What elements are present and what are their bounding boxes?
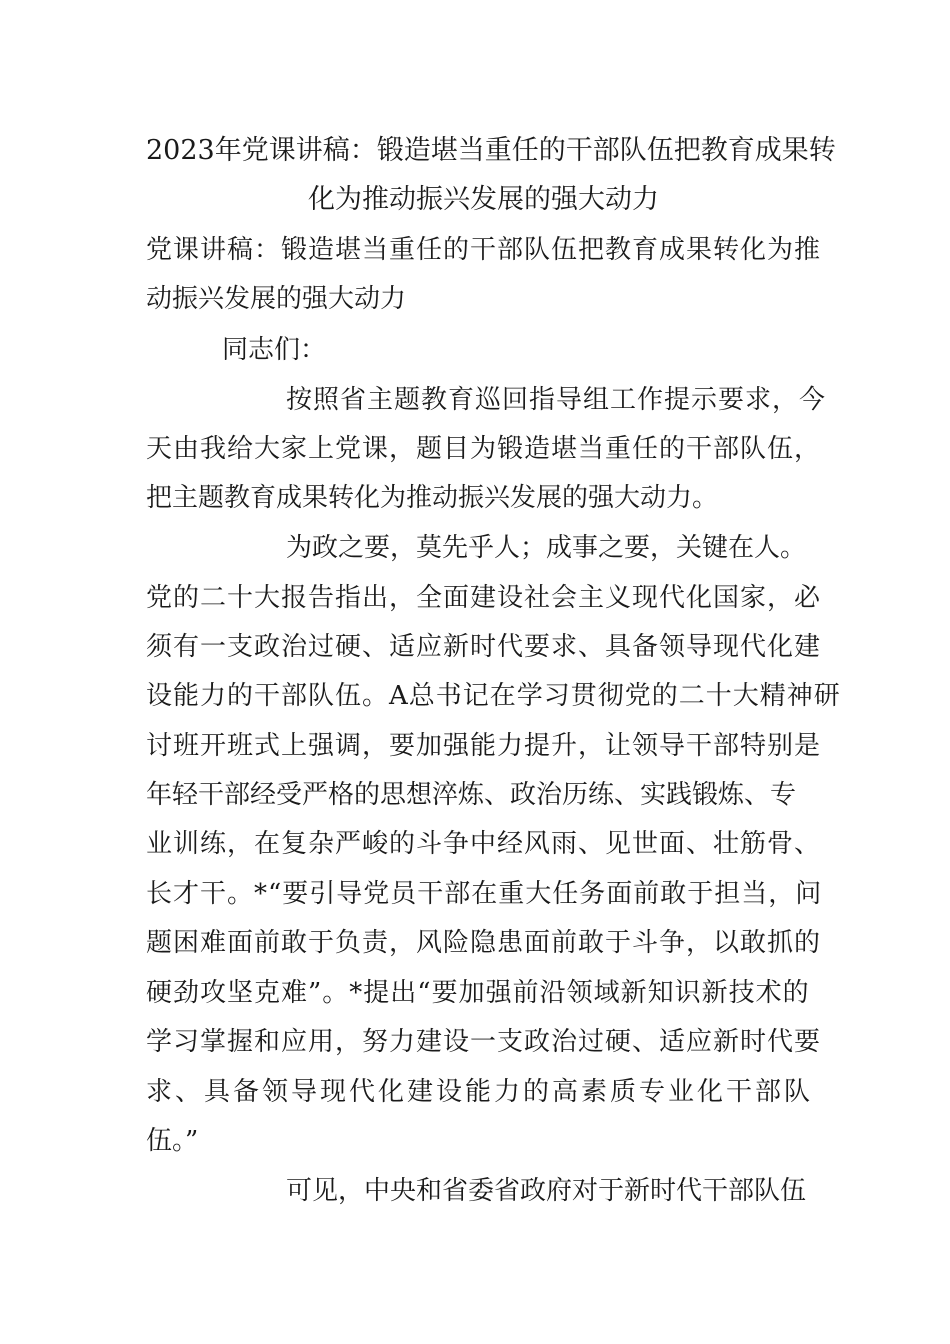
paragraph-1-line: 把主题教育成果转化为推动振兴发展的强大动力。 xyxy=(146,483,719,513)
paragraph-2-line: 为政之要，莫先乎人；成事之要，关键在人。 xyxy=(286,533,807,563)
paragraph-2-line: 须有一支政治过硬、适应新时代要求、具备领导现代化建 xyxy=(146,632,822,662)
subtitle-line-2: 动振兴发展的强大动力 xyxy=(146,284,407,314)
paragraph-2-line: 硬劲攻坚克难”。*提出“要加强前沿领域新知识新技术的 xyxy=(146,978,810,1008)
document-title-line-2: 化为推动振兴发展的强大动力 xyxy=(308,184,659,215)
subtitle-line-1: 党课讲稿：锻造堪当重任的干部队伍把教育成果转化为推 xyxy=(146,235,822,265)
paragraph-2-line: 党的二十大报告指出，全面建设社会主义现代化国家，必 xyxy=(146,583,822,613)
paragraph-2-line: 业训练，在复杂严峻的斗争中经风雨、见世面、壮筋骨、 xyxy=(146,829,822,859)
document-title-line-1: 2023年党课讲稿：锻造堪当重任的干部队伍把教育成果转 xyxy=(146,135,836,166)
paragraph-2-line: 长才干。*“要引导党员干部在重大任务面前敢于担当，问 xyxy=(146,879,823,909)
salutation: 同志们： xyxy=(222,335,327,365)
paragraph-1-line: 天由我给大家上党课，题目为锻造堪当重任的干部队伍， xyxy=(146,434,822,464)
paragraph-2-line: 题困难面前敢于负责，风险隐患面前敢于斗争，以敢抓的 xyxy=(146,928,822,958)
paragraph-2-line: 求、具备领导现代化建设能力的高素质专业化干部队 xyxy=(146,1077,814,1107)
paragraph-2-line: 年轻干部经受严格的思想淬炼、政治历练、实践锻炼、专 xyxy=(146,780,797,810)
paragraph-2-line: 伍。” xyxy=(146,1126,199,1156)
paragraph-1-line: 按照省主题教育巡回指导组工作提示要求，今 xyxy=(286,385,827,415)
paragraph-2-line: 学习掌握和应用，努力建设一支政治过硬、适应新时代要 xyxy=(146,1027,822,1057)
paragraph-2-line: 讨班开班式上强调，要加强能力提升，让领导干部特别是 xyxy=(146,731,822,761)
paragraph-2-line: 设能力的干部队伍。A总书记在学习贯彻党的二十大精神研 xyxy=(146,681,841,711)
paragraph-3-line: 可见，中央和省委省政府对于新时代干部队伍 xyxy=(286,1176,807,1206)
